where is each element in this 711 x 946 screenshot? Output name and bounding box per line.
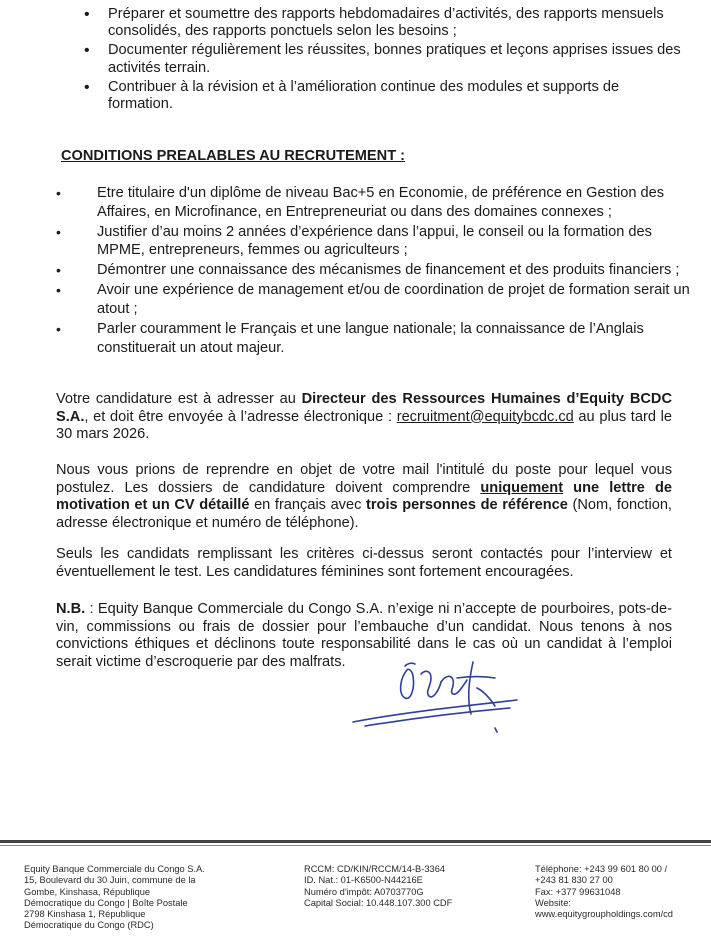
footer-line: Fax: +377 99631048 [535, 886, 621, 897]
list-item: • Démontrer une connaissance des mécanismes de financement et des produits financiers ; [56, 261, 696, 280]
list-item: • Parler couramment le Français et une langue nationale; la connaissance de l’Anglais constituerait un atout majeur. [56, 320, 696, 357]
footer-divider [0, 845, 711, 846]
footer-line: Website: [535, 897, 571, 908]
footer-line: Démocratique du Congo (RDC) [24, 920, 154, 931]
nb-label: N.B. [56, 601, 86, 617]
footer-website-link[interactable]: www.equitygroupholdings.com/cd [535, 909, 673, 920]
footer-line: Numéro d'impôt: A0703770G [304, 886, 424, 897]
application-paragraph [56, 391, 672, 444]
footer-line: Equity Banque Commerciale du Congo S.A. [24, 864, 205, 874]
instructions-paragraph [56, 462, 672, 532]
emphasis-references: trois personnes de référence [365, 497, 568, 514]
footer-address [24, 864, 254, 932]
text-run: , et doit être envoyée à l’adresse électronique : [84, 408, 397, 425]
text-run: Votre candidature est à adresser au [56, 391, 302, 407]
footer-registration [304, 864, 504, 909]
footer-line: Gombe, Kinshasa, République [24, 886, 151, 897]
text-run: (Nom, fonction, adresse électronique et numéro de téléphone). [56, 497, 672, 531]
footer-line: 2798 Kinshasa 1, République [24, 909, 146, 920]
footer-line: Démocratique du Congo | Boîte Postale [24, 897, 188, 908]
emphasis-uniquement: uniquement [480, 479, 564, 496]
footer-line: 15, Boulevard du 30 Juin, commune de la [24, 875, 196, 886]
text-run: : Equity Banque Commerciale du Congo S.A. n’exige ni n’accepte de pourboires, pots-de-vin, commissions ou frais de dossier pour l’embauche d’un candidat. Nous tenons à nos convictions éthiques et déclinons toute responsabilité dans le cas où un candidat à l’emploi serait victime d’escroquerie par des malfrats. [56, 601, 672, 670]
list-item: • Etre titulaire d'un diplôme de niveau Bac+5 en Economie, de préférence en Gestion des Affaires, en Microfinance, en Entrepreneuriat ou dans des domaines connexes ; [56, 184, 696, 221]
list-item: • Préparer et soumettre des rapports hebdomadaires d’activités, des rapports mensuels consolidés, des rapports ponctuels selon les besoins ; [82, 6, 682, 41]
text-run: en français avec [249, 497, 366, 514]
list-item: • Avoir une expérience de management et/ou de coordination de projet de formation serait un atout ; [56, 281, 696, 318]
conditions-list [56, 184, 696, 359]
selection-paragraph: Seuls les candidats remplissant les critères ci-dessus seront contactés pour l’interview et éventuellement le test. Les candidatures féminines sont fortement encouragées. [56, 546, 672, 580]
text-run: au plus tard le 30 mars 2026. [56, 408, 672, 443]
addressee: Directeur des Ressources Humaines d’Equity BCDC S.A. [56, 391, 672, 425]
footer-divider [0, 840, 711, 843]
footer-line: Téléphone: +243 99 601 80 00 / [535, 864, 668, 874]
responsibilities-list [82, 6, 682, 115]
emphasis-documents: une lettre de motivation et un CV détaillé [56, 479, 672, 514]
list-item: • Documenter régulièrement les réussites, bonnes pratiques et leçons apprises issues des activités terrain. [82, 42, 682, 77]
footer-contact [535, 864, 711, 920]
list-item: • Justifier d’au moins 2 années d’expérience dans l’appui, le conseil ou la formation des MPME, entrepreneurs, femmes ou agriculteurs ; [56, 223, 696, 260]
footer-line: RCCM: CD/KIN/RCCM/14-B-3364 [304, 864, 446, 874]
section-title: CONDITIONS PREALABLES AU RECRUTEMENT : [61, 148, 406, 164]
footer-line: ID. Nat.: 01-K6500-N44216E [304, 875, 423, 886]
footer-line: Capital Social: 10.448.107.300 CDF [304, 897, 453, 908]
email-link[interactable]: recruitment@equitybcdc.cd [396, 408, 574, 425]
list-item: • Contribuer à la révision et à l’amélioration continue des modules et supports de formation. [82, 79, 682, 114]
footer-line: +243 81 830 27 00 [535, 875, 613, 886]
text-run: Nous vous prions de reprendre en objet de votre mail l'intitulé du poste pour lequel vous postulez. Les dossiers de candidature doivent comprendre [56, 462, 672, 496]
signature [345, 648, 520, 738]
